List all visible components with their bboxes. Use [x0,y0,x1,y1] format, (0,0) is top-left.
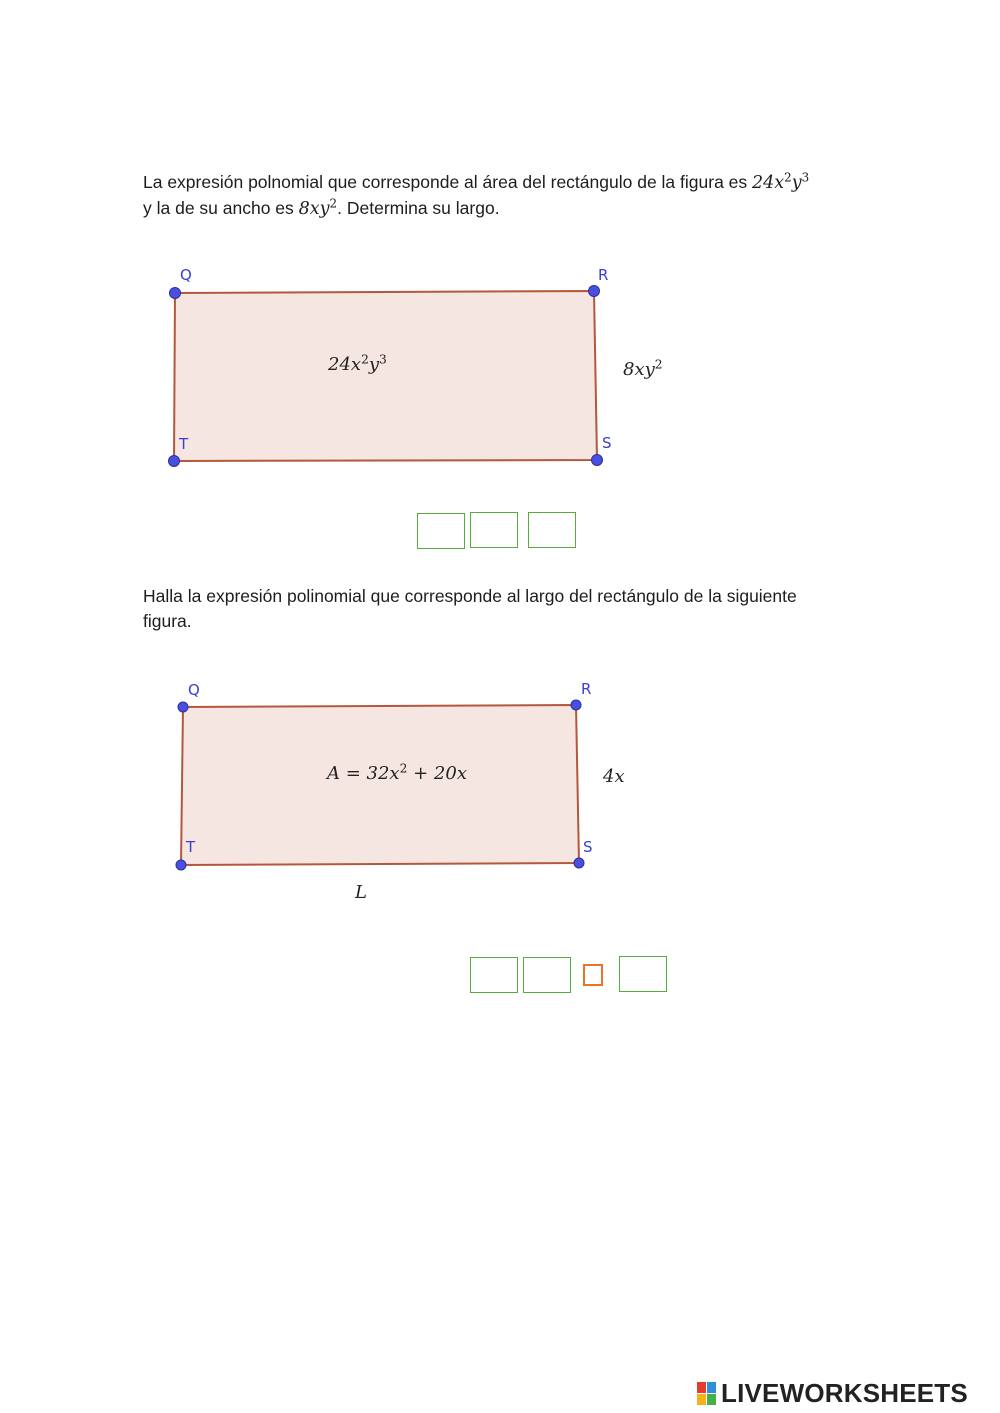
vertex-s-point-2 [574,858,584,868]
vertex-q-label-2: Q [188,681,200,699]
vertex-t-label: T [179,435,189,453]
vertex-r-point-2 [571,700,581,710]
logo-text: LIVEWORKSHEETS [721,1378,968,1408]
rectangle-2-length-label: L [355,882,367,903]
vertex-t-label-2: T [186,838,196,856]
rectangle-2-width-label: 4x [603,766,625,787]
answer-box-2c[interactable] [619,956,667,992]
exercise1-line2: y la de su ancho es $8xy^2$. Determina su largo. [143,196,500,219]
vertex-r-label: R [598,266,609,284]
vertex-q-label: Q [180,266,192,284]
answer-box-2a[interactable] [470,957,518,993]
rectangle-1-area-label: $24x^2y^3$ [328,352,387,375]
answer-sign-box[interactable] [583,964,603,986]
rectangle-2-shape [181,705,579,865]
vertex-r-label-2: R [581,680,592,698]
exercise2-line1: Halla la expresión polinomial que corresponde al largo del rectángulo de la siguiente [143,586,797,606]
exercise2-line2: figura. [143,611,192,631]
answer-box-2b[interactable] [523,957,571,993]
vertex-q-point-2 [178,702,188,712]
exercise1-line1: La expresión polnomial que corresponde al área del rectángulo de la figura es $24x^2y^3$ [143,170,810,193]
area-expression: $24x^2y^3$ [752,170,810,193]
liveworksheets-logo [697,1378,968,1409]
rectangle-2-area-label: $A = 32x^2 + 20x$ [327,761,467,784]
rectangle-1-width-label: $8xy^2$ [623,357,663,380]
vertex-s-label: S [602,434,612,452]
vertex-t-point-2 [176,860,186,870]
width-expression: $8xy^2$ [298,196,338,219]
logo-mark-icon [697,1382,717,1406]
vertex-s-label-2: S [583,838,593,856]
